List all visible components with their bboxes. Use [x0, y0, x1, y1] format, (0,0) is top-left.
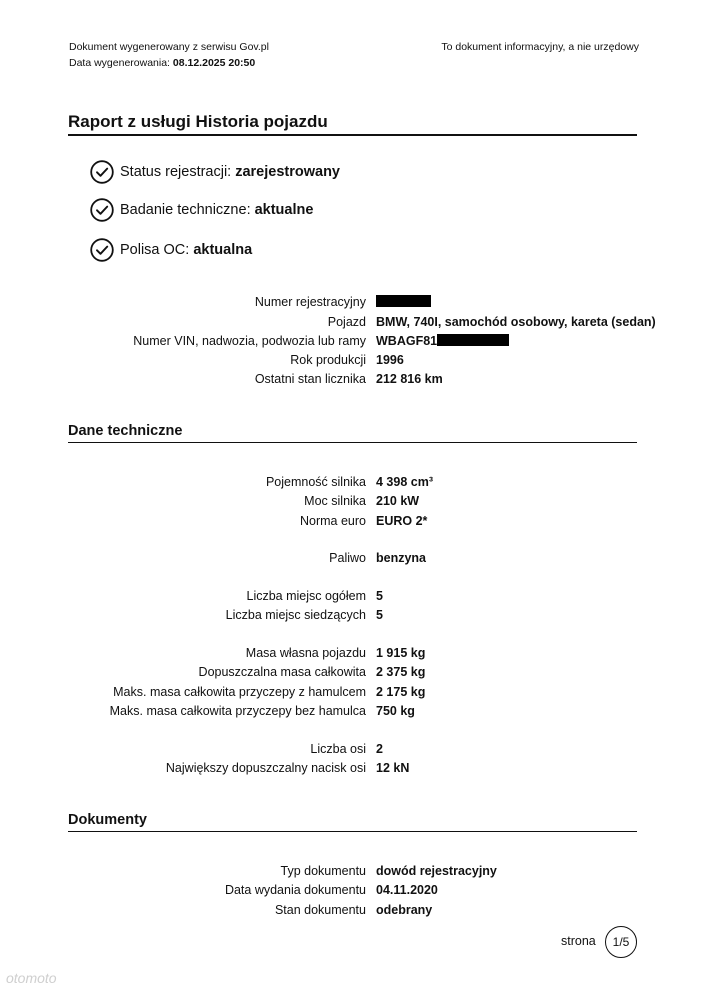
technical-divider — [68, 442, 637, 443]
tech-row — [0, 644, 707, 663]
technical-section-title: Dane techniczne — [68, 423, 183, 439]
tech-value: benzyna — [376, 551, 427, 565]
tech-label: Dopuszczalna masa całkowita — [198, 665, 366, 679]
tech-value: EURO 2* — [376, 514, 428, 528]
check-circle-icon — [90, 198, 114, 222]
odometer-value: 212 816 km — [376, 372, 443, 386]
tech-row — [0, 492, 707, 511]
tech-value: 4 398 cm³ — [376, 475, 433, 489]
tech-label: Liczba osi — [310, 742, 366, 756]
year-value: 1996 — [376, 353, 404, 367]
tech-row — [0, 549, 707, 568]
documents-section-title: Dokumenty — [68, 812, 147, 828]
status-registration — [90, 160, 340, 184]
status-insurance-label: Polisa OC: — [120, 242, 190, 258]
tech-label: Maks. masa całkowita przyczepy z hamulcem — [113, 685, 366, 699]
check-circle-icon — [90, 160, 114, 184]
tech-row — [0, 683, 707, 702]
document-row — [0, 862, 707, 881]
redaction-bar — [437, 334, 509, 346]
tech-row — [0, 759, 707, 778]
tech-row — [0, 606, 707, 625]
registration-label: Numer rejestracyjny — [254, 295, 366, 309]
tech-row — [0, 587, 707, 606]
status-registration-value: zarejestrowany — [235, 164, 340, 180]
status-insurance — [90, 238, 252, 262]
documents-divider — [68, 831, 637, 832]
document-header-left — [69, 39, 269, 71]
tech-value: 2 175 kg — [376, 685, 426, 699]
document-value: odebrany — [376, 903, 433, 917]
document-value: dowód rejestracyjny — [376, 864, 497, 878]
disclaimer: To dokument informacyjny, a nie urzędowy — [441, 41, 639, 53]
generation-date-value: 08.12.2025 20:50 — [172, 57, 256, 69]
tech-label: Pojemność silnika — [265, 475, 366, 489]
tech-row — [0, 473, 707, 492]
tech-value: 1 915 kg — [376, 646, 426, 660]
vehicle-value: BMW, 740I, samochód osobowy, kareta (sedan) — [376, 315, 656, 329]
tech-value: 12 kN — [376, 761, 410, 775]
tech-value: 5 — [376, 589, 383, 603]
document-label: Data wydania dokumentu — [224, 883, 366, 897]
tech-label: Masa własna pojazdu — [245, 646, 366, 660]
tech-label: Moc silnika — [304, 494, 366, 508]
title-divider — [68, 134, 637, 136]
status-inspection-label: Badanie techniczne: — [120, 202, 251, 218]
document-label: Stan dokumentu — [274, 903, 366, 917]
document-row — [0, 901, 707, 920]
status-registration-label: Status rejestracji: — [120, 164, 232, 180]
tech-label: Największy dopuszczalny nacisk osi — [165, 761, 366, 775]
tech-row — [0, 702, 707, 721]
vin-label: Numer VIN, nadwozia, podwozia lub ramy — [133, 334, 366, 348]
page-label: strona — [561, 934, 596, 948]
tech-value: 2 375 kg — [376, 665, 426, 679]
check-circle-icon — [90, 238, 114, 262]
year-label: Rok produkcji — [290, 353, 366, 367]
tech-row — [0, 512, 707, 531]
generation-date-label: Data wygenerowania: — [69, 57, 170, 69]
page-number: 1/5 — [605, 926, 637, 958]
vehicle-label: Pojazd — [327, 315, 366, 329]
status-inspection-value: aktualne — [254, 202, 314, 218]
vehicle-odometer-row — [0, 370, 707, 389]
vin-visible-part: WBAGF81 — [376, 334, 438, 348]
source-line: Dokument wygenerowany z serwisu Gov.pl — [69, 41, 269, 53]
vehicle-registration-row — [0, 293, 707, 312]
tech-label: Liczba miejsc ogółem — [246, 589, 366, 603]
tech-label: Norma euro — [300, 514, 366, 528]
tech-label: Liczba miejsc siedzących — [225, 608, 366, 622]
tech-value: 5 — [376, 608, 383, 622]
tech-row — [0, 740, 707, 759]
status-inspection — [90, 198, 313, 222]
document-label: Typ dokumentu — [280, 864, 366, 878]
document-value: 04.11.2020 — [376, 883, 438, 897]
registration-value — [376, 293, 431, 312]
tech-row — [0, 663, 707, 682]
tech-value: 210 kW — [376, 494, 420, 508]
vehicle-vin-row — [0, 332, 707, 351]
generation-date — [69, 55, 269, 71]
tech-value: 750 kg — [376, 704, 415, 718]
vehicle-model-row — [0, 313, 707, 332]
redaction-bar — [376, 295, 431, 307]
odometer-label: Ostatni stan licznika — [254, 372, 366, 386]
watermark: otomoto — [6, 970, 57, 986]
vehicle-year-row — [0, 351, 707, 370]
report-title: Raport z usługi Historia pojazdu — [68, 112, 328, 131]
tech-label: Maks. masa całkowita przyczepy bez hamulca — [109, 704, 366, 718]
status-insurance-value: aktualna — [193, 242, 253, 258]
vin-value — [376, 332, 509, 351]
tech-label: Paliwo — [329, 551, 366, 565]
document-row — [0, 881, 707, 900]
tech-value: 2 — [376, 742, 383, 756]
